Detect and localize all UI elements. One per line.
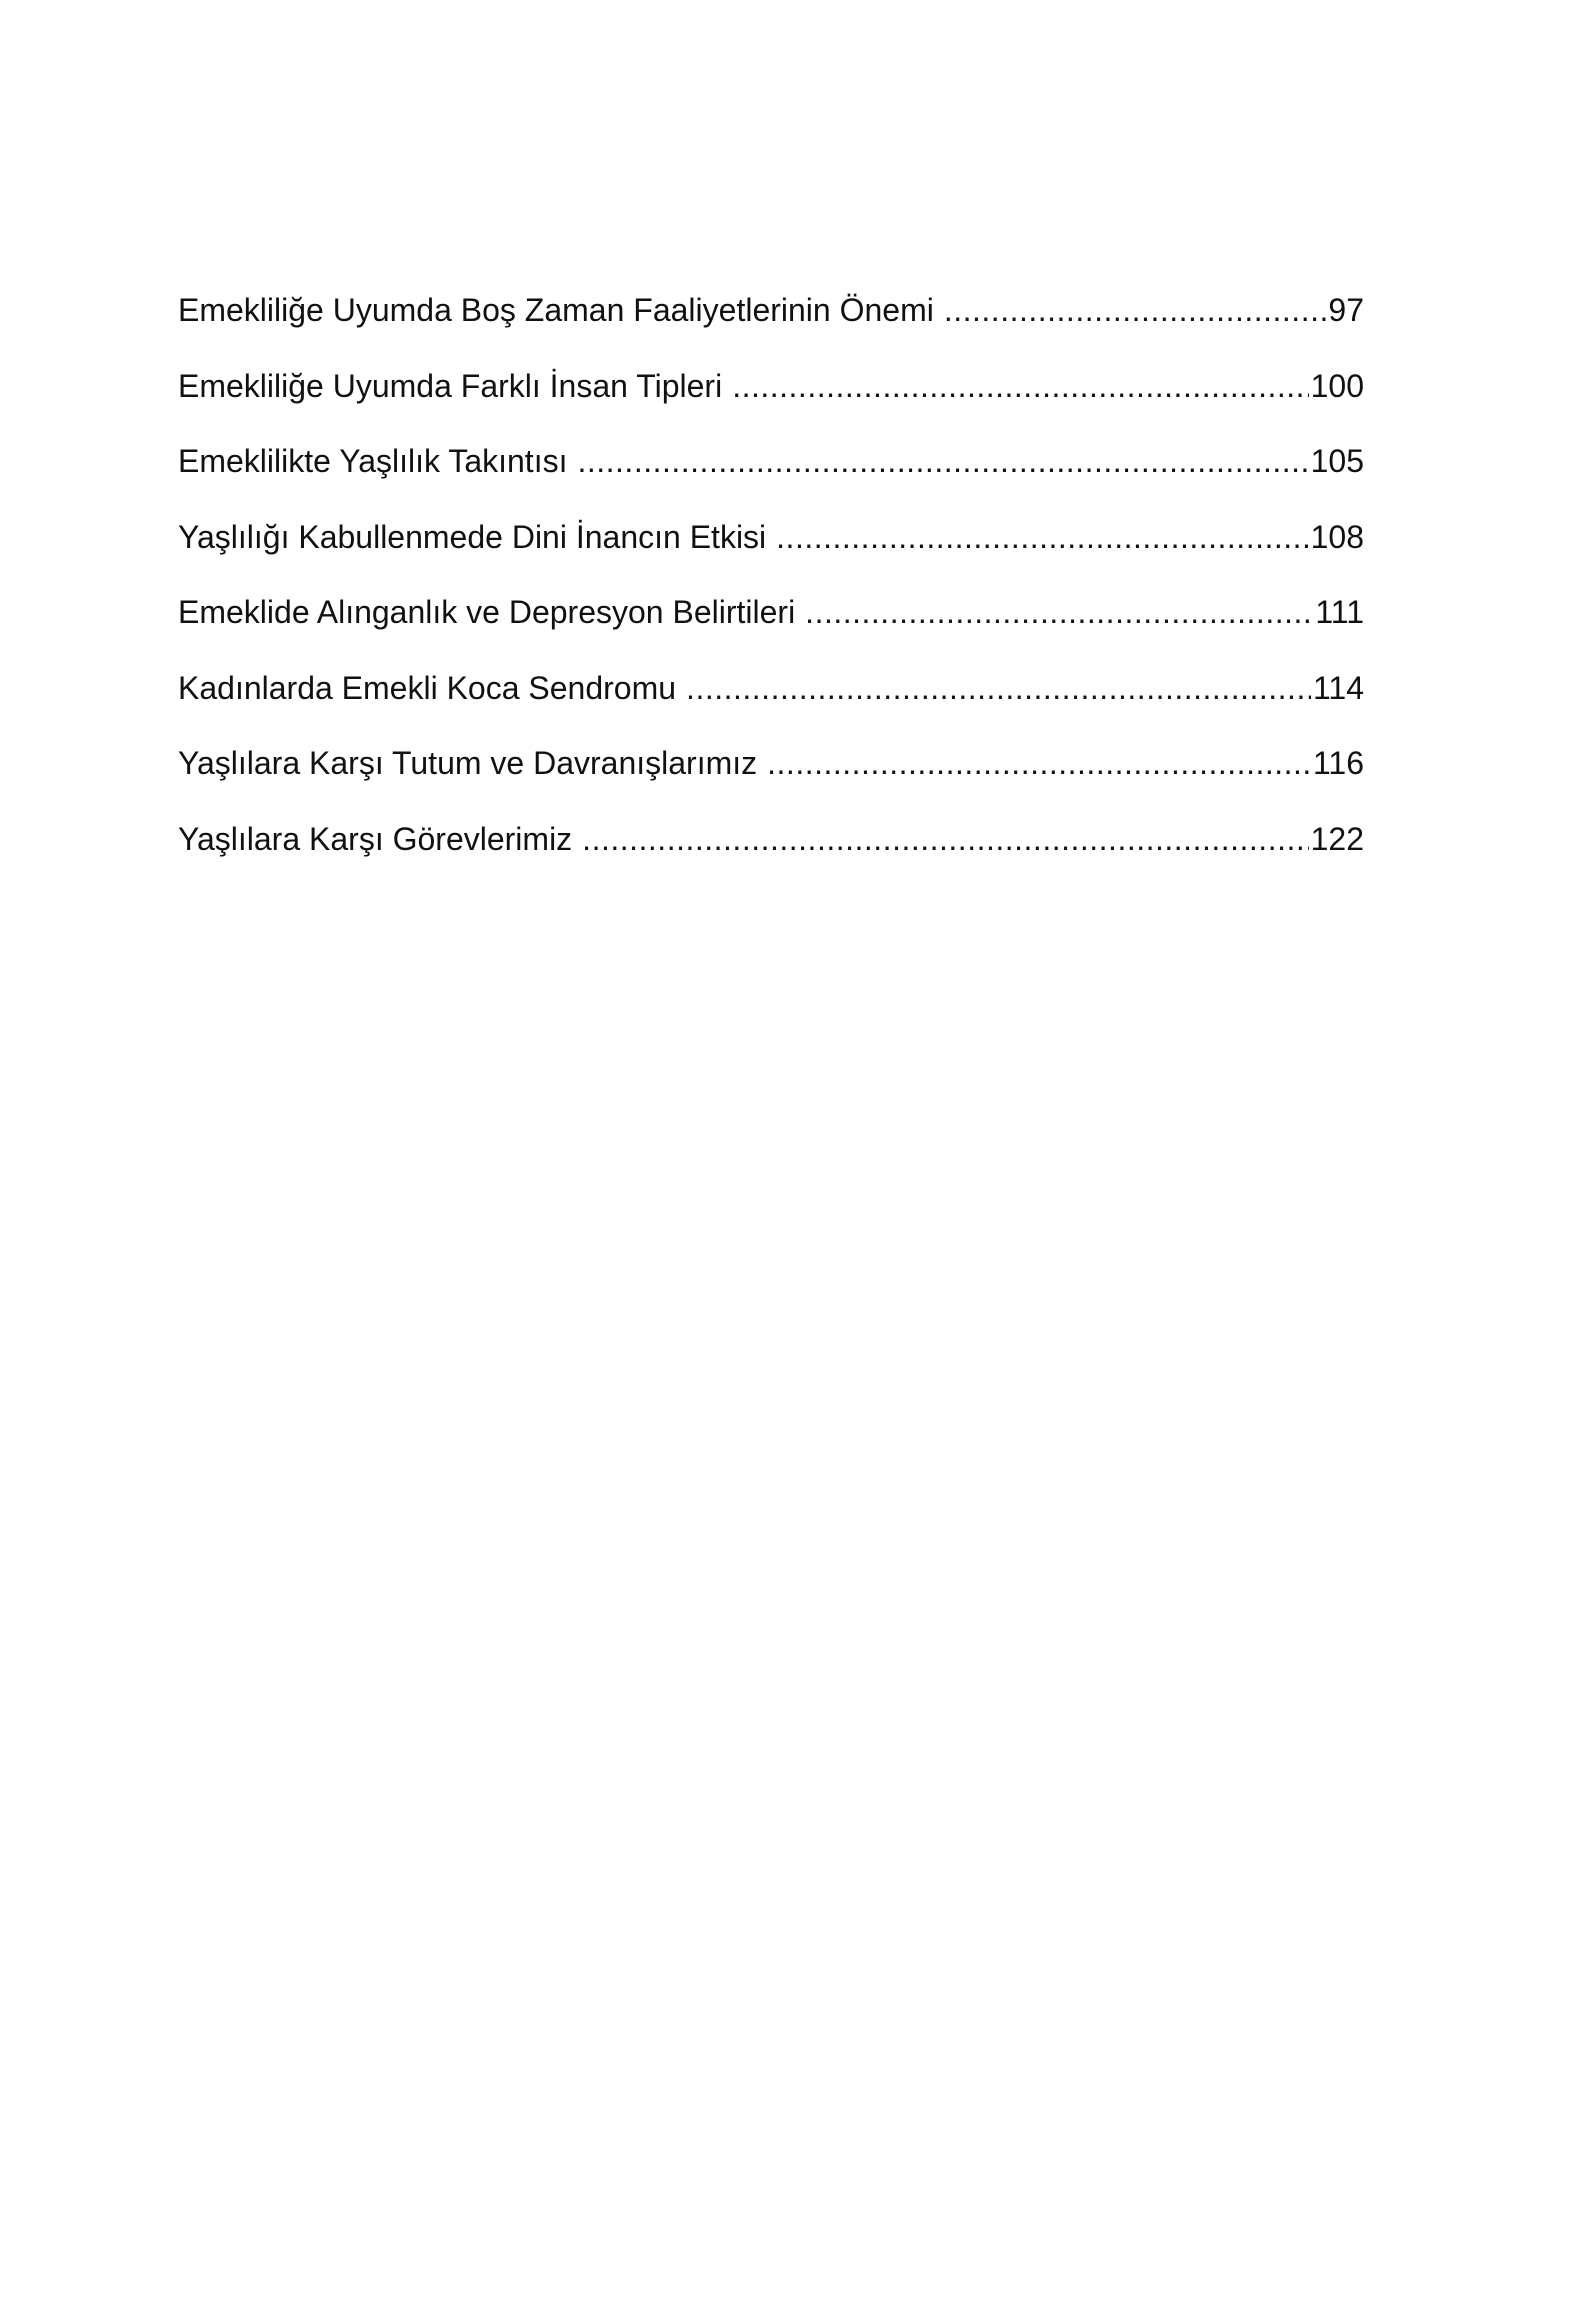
toc-page-number: 116	[1312, 745, 1364, 781]
toc-entry-title: Emekliliğe Uyumda Farklı İnsan Tipleri	[178, 362, 732, 410]
table-of-contents	[178, 286, 1364, 890]
toc-page-number: 111	[1315, 594, 1364, 630]
toc-entry-title: Emeklide Alınganlık ve Depresyon Belirtileri	[178, 588, 805, 636]
toc-entry-title: Yaşlılara Karşı Görevlerimiz	[178, 815, 582, 863]
toc-entry-title: Yaşlılara Karşı Tutum ve Davranışlarımız	[178, 739, 767, 787]
toc-entry[interactable]	[178, 739, 1364, 815]
toc-entry-title: Kadınlarda Emekli Koca Sendromu	[178, 664, 686, 712]
toc-entry-title: Emekliliğe Uyumda Boş Zaman Faaliyetlerinin Önemi	[178, 286, 944, 334]
toc-page-number: 97	[1328, 292, 1364, 328]
toc-page-number: 100	[1310, 367, 1364, 404]
toc-page-number: 108	[1310, 518, 1364, 555]
toc-entry[interactable]	[178, 513, 1364, 589]
toc-entry-title: Emeklilikte Yaşlılık Takıntısı	[178, 437, 577, 485]
toc-dot-leader	[582, 815, 1308, 863]
toc-dot-leader	[686, 664, 1311, 712]
toc-page-number: 114	[1312, 669, 1364, 706]
toc-entry-title: Yaşlılığı Kabullenmede Dini İnancın Etkisi	[178, 513, 776, 561]
toc-dot-leader	[776, 513, 1308, 561]
toc-entry[interactable]	[178, 362, 1364, 438]
toc-dot-leader	[805, 588, 1313, 636]
toc-dot-leader	[577, 437, 1308, 485]
toc-entry[interactable]	[178, 588, 1364, 664]
toc-dot-leader	[767, 739, 1311, 787]
toc-dot-leader	[944, 286, 1327, 334]
toc-page-number: 105	[1310, 443, 1364, 479]
toc-entry[interactable]	[178, 815, 1364, 891]
toc-dot-leader	[732, 362, 1308, 410]
toc-entry[interactable]	[178, 664, 1364, 740]
toc-page-number: 122	[1310, 820, 1364, 857]
toc-entry[interactable]	[178, 286, 1364, 362]
toc-entry[interactable]	[178, 437, 1364, 513]
